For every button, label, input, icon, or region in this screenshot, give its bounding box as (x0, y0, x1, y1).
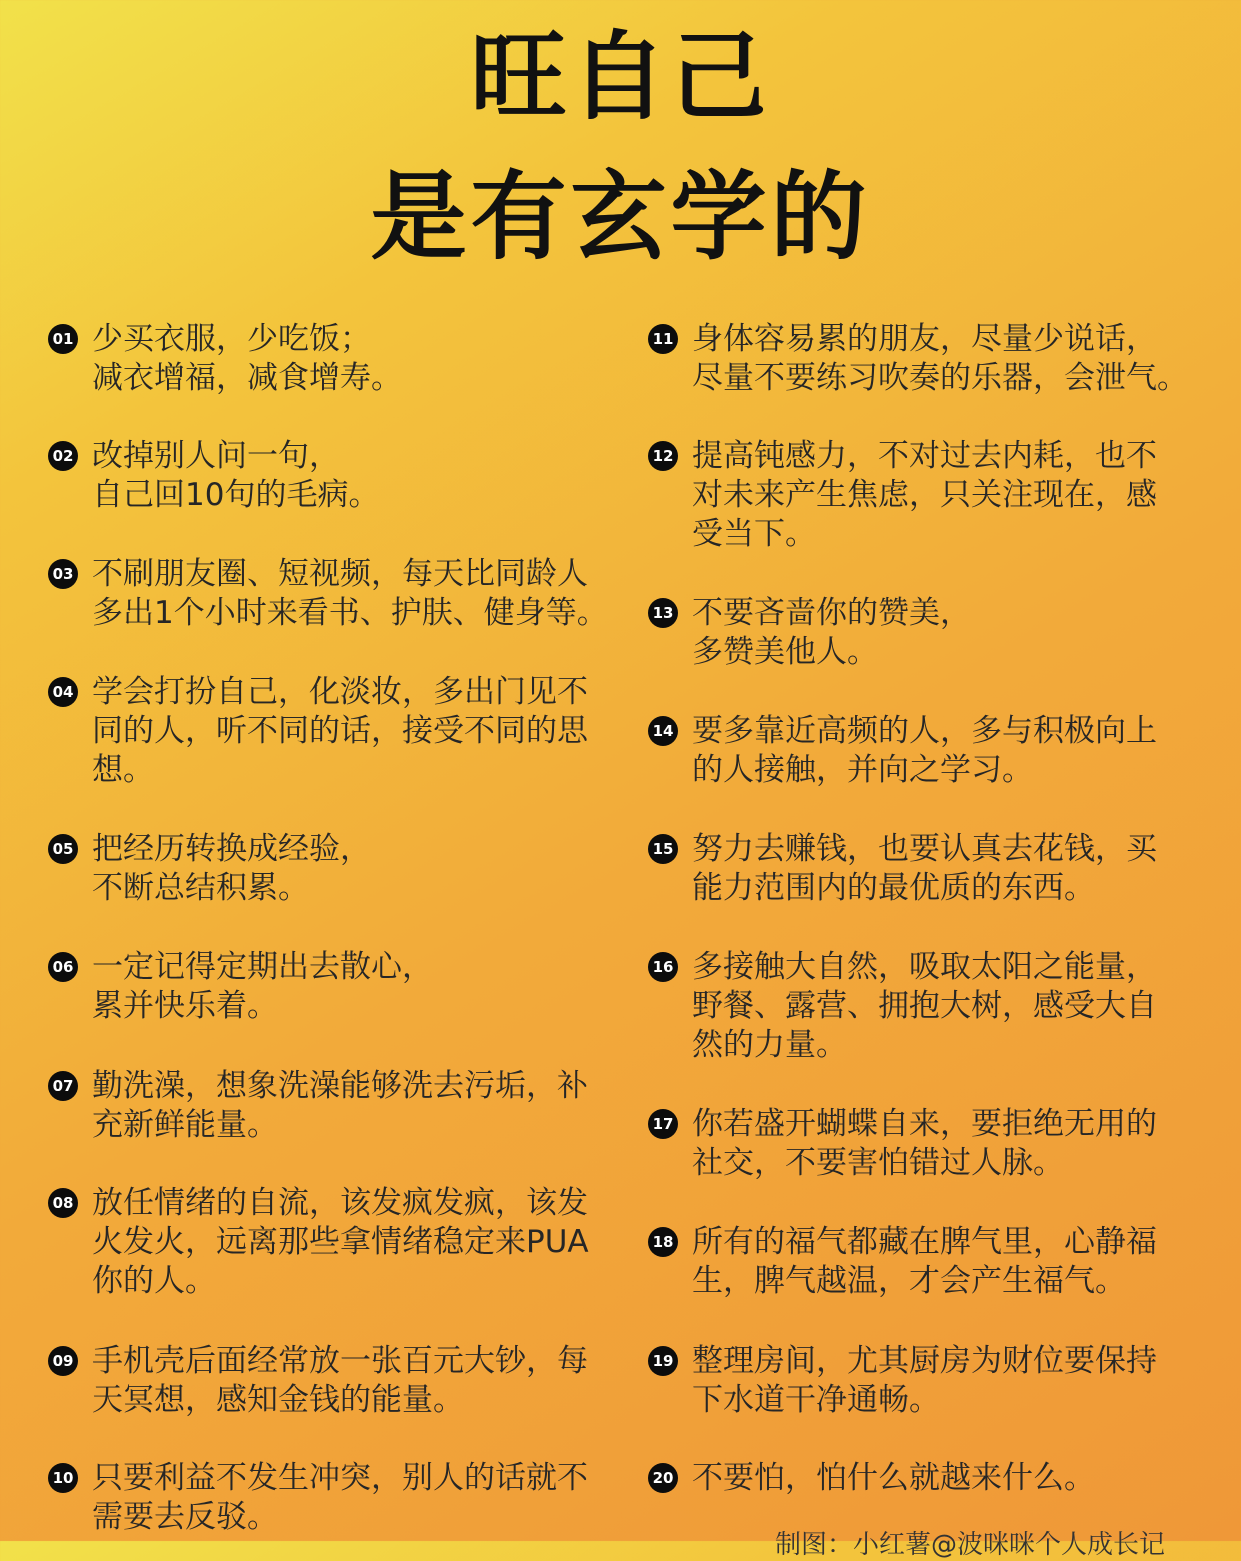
tip-item-17 (648, 1105, 1208, 1183)
tip-text: 多接触大自然，吸取太阳之能量， 野餐、露营、拥抱大树，感受大自 然的力量。 (692, 949, 1157, 1063)
tip-item-14 (648, 712, 1208, 790)
tip-item-16 (648, 948, 1208, 1065)
number-badge: 02 (48, 441, 78, 471)
tip-text: 不要怕，怕什么就越来什么。 (692, 1460, 1095, 1496)
credit-caption: 制图：小红薯@波咪咪个人成长记 (775, 1530, 1166, 1560)
page-title-line-1: 旺自己 (470, 21, 771, 133)
number-badge: 17 (648, 1109, 678, 1139)
tip-item-06 (48, 948, 628, 1026)
tip-item-02 (48, 437, 628, 515)
tip-text: 手机壳后面经常放一张百元大钞，每 天冥想，感知金钱的能量。 (92, 1343, 588, 1418)
tip-text: 不要吝啬你的赞美， 多赞美他人。 (692, 595, 971, 670)
tip-text: 少买衣服，少吃饭； 减衣增福，减食增寿。 (92, 321, 402, 396)
number-badge: 16 (648, 952, 678, 982)
tip-item-01 (48, 320, 628, 398)
number-badge: 08 (48, 1188, 78, 1218)
tip-text: 把经历转换成经验， 不断总结积累。 (92, 831, 371, 906)
tip-item-09 (48, 1342, 628, 1420)
tip-text: 所有的福气都藏在脾气里，心静福 生，脾气越温，才会产生福气。 (692, 1224, 1157, 1299)
number-badge: 14 (648, 716, 678, 746)
number-badge: 07 (48, 1071, 78, 1101)
number-badge: 01 (48, 324, 78, 354)
tip-text: 身体容易累的朋友，尽量少说话， 尽量不要练习吹奏的乐器，会泄气。 (692, 321, 1188, 396)
number-badge: 15 (648, 834, 678, 864)
tip-item-11 (648, 320, 1208, 398)
tip-item-13 (648, 594, 1208, 672)
number-badge: 18 (648, 1227, 678, 1257)
tip-item-04 (48, 673, 628, 790)
number-badge: 12 (648, 441, 678, 471)
tip-item-12 (648, 437, 1208, 554)
tip-item-03 (48, 555, 628, 633)
tip-text: 放任情绪的自流，该发疯发疯，该发 火发火，远离那些拿情绪稳定来PUA 你的人。 (92, 1185, 589, 1299)
tip-item-19 (648, 1342, 1208, 1420)
tip-text: 要多靠近高频的人，多与积极向上 的人接触，并向之学习。 (692, 713, 1157, 788)
number-badge: 05 (48, 834, 78, 864)
tip-text: 提高钝感力，不对过去内耗，也不 对未来产生焦虑，只关注现在，感 受当下。 (692, 438, 1157, 552)
tip-item-18 (648, 1223, 1208, 1301)
tip-item-05 (48, 830, 628, 908)
tip-item-20 (648, 1459, 1208, 1498)
page-title-line-2: 是有玄学的 (370, 161, 871, 273)
number-badge: 10 (48, 1463, 78, 1493)
tip-item-15 (648, 830, 1208, 908)
tip-text: 整理房间，尤其厨房为财位要保持 下水道干净通畅。 (692, 1343, 1157, 1418)
tip-text: 你若盛开蝴蝶自来，要拒绝无用的 社交，不要害怕错过人脉。 (692, 1106, 1157, 1181)
tip-text: 只要利益不发生冲突，别人的话就不 需要去反驳。 (92, 1460, 588, 1535)
tip-item-08 (48, 1184, 628, 1301)
number-badge: 20 (648, 1463, 678, 1493)
tip-text: 不刷朋友圈、短视频，每天比同龄人 多出1个小时来看书、护肤、健身等。 (92, 556, 608, 631)
number-badge: 09 (48, 1346, 78, 1376)
number-badge: 11 (648, 324, 678, 354)
tip-text: 勤洗澡，想象洗澡能够洗去污垢，补 充新鲜能量。 (92, 1068, 588, 1143)
number-badge: 03 (48, 559, 78, 589)
number-badge: 04 (48, 677, 78, 707)
tip-text: 一定记得定期出去散心， 累并快乐着。 (92, 949, 433, 1024)
number-badge: 19 (648, 1346, 678, 1376)
number-badge: 13 (648, 598, 678, 628)
tip-text: 学会打扮自己，化淡妆，多出门见不 同的人，听不同的话，接受不同的思 想。 (92, 674, 588, 788)
number-badge: 06 (48, 952, 78, 982)
tip-item-10 (48, 1459, 628, 1537)
tip-text: 改掉别人问一句， 自己回10句的毛病。 (92, 438, 380, 513)
tip-text: 努力去赚钱，也要认真去花钱，买 能力范围内的最优质的东西。 (692, 831, 1157, 906)
tip-item-07 (48, 1067, 628, 1145)
